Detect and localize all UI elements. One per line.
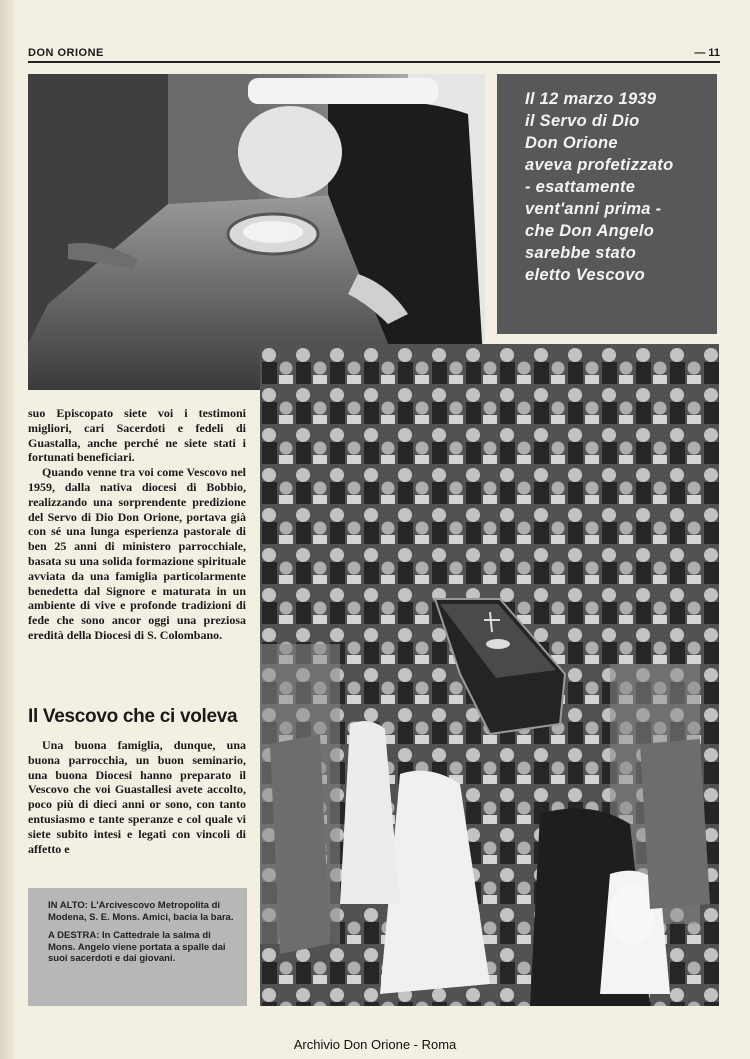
archive-footer: Archivio Don Orione - Roma xyxy=(293,1037,457,1052)
pull-quote-line: che Don Angelo xyxy=(525,222,655,240)
photo-archbishop-kissing-coffin xyxy=(28,74,485,390)
pull-quote-line: eletto Vescovo xyxy=(525,266,646,284)
pull-quote-line: sarebbe stato xyxy=(525,244,637,262)
article-paragraph: suo Episcopato siete voi i testimoni migliori, cari Sacerdoti e fedeli di Guastalla, anche perché ne siete stati i fortunati beneficiari. xyxy=(28,406,246,465)
pull-quote-line: - esattamente xyxy=(525,178,636,196)
pull-quote-box xyxy=(497,74,717,334)
photo-captions-box xyxy=(28,888,247,1006)
page-header xyxy=(28,45,720,63)
caption-right-photo: A DESTRA: In Cattedrale la salma di Mons. Angelo viene portata a spalle dai suoi sacerdoti e dai giovani. xyxy=(48,930,226,964)
pull-quote-line: il Servo di Dio xyxy=(525,112,640,130)
caption-top-photo: IN ALTO: L'Arcivescovo Metropolita di Modena, S. E. Mons. Amici, bacia la bara. xyxy=(48,900,234,923)
pull-quote-line: vent'anni prima - xyxy=(525,200,662,218)
magazine-title: DON ORIONE xyxy=(28,47,104,59)
photo-procession-illustration xyxy=(260,344,719,1006)
article-paragraph: Una buona famiglia, dunque, una buona parrocchia, un buon seminario, una buona Diocesi hanno preparato il Vescovo che voi Guastallesi avete accolto, poco più di dieci anni or sono, con tanto entusiasmo e tante speranze e col quale vi siete subito intesi e legati con vincoli di affetto e xyxy=(28,738,246,856)
article-column-1 xyxy=(28,406,246,643)
pull-quote-line: aveva profetizzato xyxy=(525,156,674,174)
header-rule xyxy=(28,61,720,63)
page-binding-edge xyxy=(0,0,14,1059)
photo-archbishop-illustration xyxy=(28,74,485,390)
page-number: — 11 xyxy=(694,47,720,59)
section-subheading: Il Vescovo che ci voleva xyxy=(28,706,238,727)
photo-coffin-procession xyxy=(260,344,719,1006)
article-column-2 xyxy=(28,738,246,856)
pull-quote-line: Don Orione xyxy=(525,134,618,152)
pull-quote-line: Il 12 marzo 1939 xyxy=(525,90,657,108)
article-paragraph: Quando venne tra voi come Vescovo nel 1959, dalla nativa diocesi di Bobbio, realizzando una sorprendente predizione del Servo di Dio Don Orione, portava già con sé una lunga esperienza pastorale di ben 25 anni di ministero parrocchiale, basata su una solida formazione spirituale avviata da una famiglia particolarmente benedetta dal Signore e maturata in un ambiente di vive e profonde tradizioni di fede che sono ancor oggi una preziosa eredità della Diocesi di S. Colombano. xyxy=(28,465,246,642)
